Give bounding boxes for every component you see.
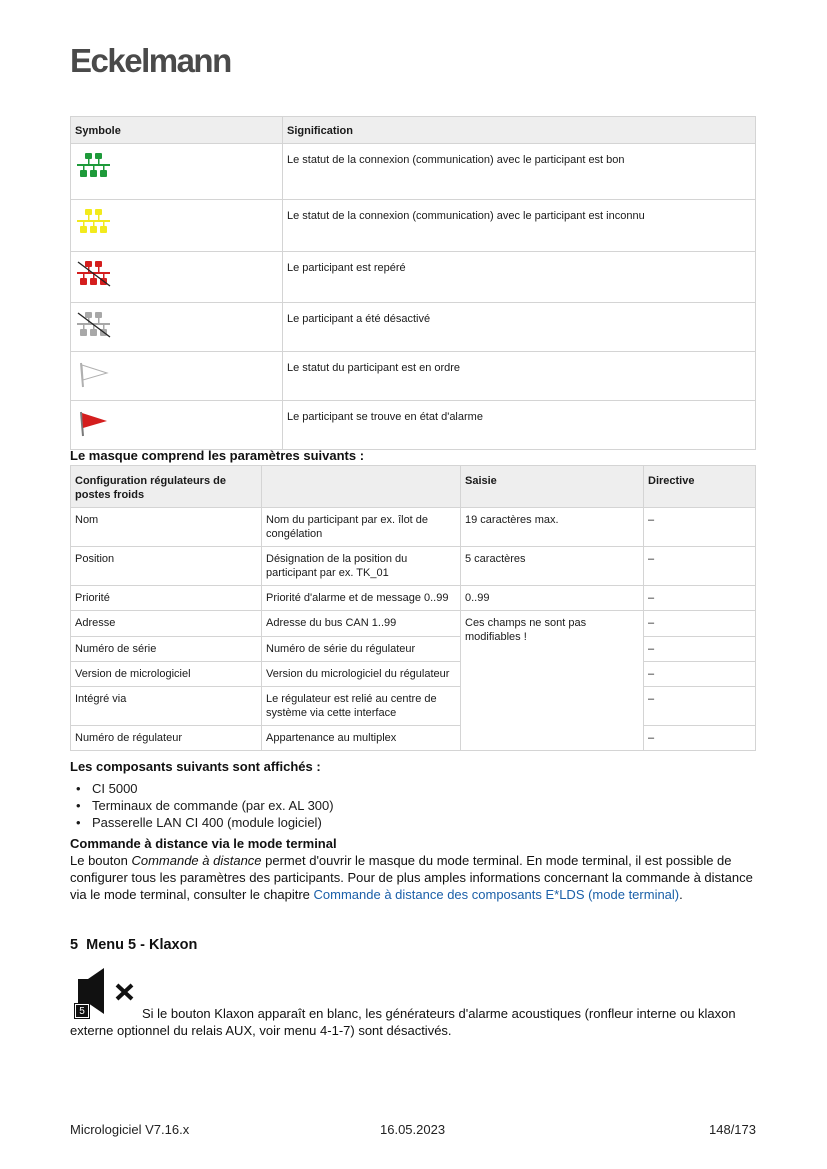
- param-name: Numéro de série: [71, 637, 262, 662]
- signification-text: Le statut de la connexion (communication) avec le participant est bon: [283, 144, 756, 200]
- header-directive: Directive: [644, 466, 756, 508]
- components-list: [76, 780, 334, 831]
- table-row: [71, 200, 756, 252]
- list-item: • CI 5000: [76, 780, 334, 797]
- table-row: [71, 687, 756, 726]
- param-directive: –: [644, 547, 756, 586]
- table-row: [71, 611, 756, 637]
- table-row: [71, 352, 756, 401]
- param-description: Numéro de série du régulateur: [262, 637, 461, 662]
- flag-red-icon: [77, 409, 111, 437]
- param-name: Nom: [71, 508, 262, 547]
- param-input: 5 caractères: [461, 547, 644, 586]
- param-description: Le régulateur est relié au centre de système via cette interface: [262, 687, 461, 726]
- table-header-row: [71, 466, 756, 508]
- network-green-icon: [77, 152, 111, 180]
- param-description: Version du micrologiciel du régulateur: [262, 662, 461, 687]
- symbol-cell: [71, 303, 283, 352]
- flag-white-icon: [77, 360, 111, 388]
- param-name: Priorité: [71, 586, 262, 611]
- param-name: Numéro de régulateur: [71, 726, 262, 751]
- list-item: • Terminaux de commande (par ex. AL 300): [76, 797, 334, 814]
- remote-heading: Commande à distance via le mode terminal: [70, 836, 337, 851]
- param-input: 0..99: [461, 586, 644, 611]
- table-row: [71, 547, 756, 586]
- param-input: 19 caractères max.: [461, 508, 644, 547]
- param-description: Appartenance au multiplex: [262, 726, 461, 751]
- mask-heading: Le masque comprend les paramètres suivants :: [70, 448, 365, 463]
- header-signification: Signification: [283, 117, 756, 144]
- param-directive: –: [644, 611, 756, 637]
- param-directive: –: [644, 637, 756, 662]
- param-input-merged: Ces champs ne sont pas modifiables !: [461, 611, 644, 751]
- param-directive: –: [644, 508, 756, 547]
- table-row: [71, 252, 756, 303]
- table-row: [71, 726, 756, 751]
- param-name: Adresse: [71, 611, 262, 637]
- list-item: • Passerelle LAN CI 400 (module logiciel): [76, 814, 334, 831]
- footer-firmware: Micrologiciel V7.16.x: [70, 1122, 190, 1137]
- header-configuration: Configuration régulateurs de postes froids: [71, 466, 262, 508]
- network-red-crossed-icon: [77, 260, 111, 288]
- param-description: Priorité d'alarme et de message 0..99: [262, 586, 461, 611]
- param-description: Adresse du bus CAN 1..99: [262, 611, 461, 637]
- remote-chapter-link[interactable]: Commande à distance des composants E*LDS (mode terminal): [313, 887, 680, 902]
- param-directive: –: [644, 687, 756, 726]
- table-row: [71, 303, 756, 352]
- components-heading: Les composants suivants sont affichés :: [70, 759, 321, 774]
- menu-number-badge: 5: [75, 1004, 89, 1018]
- symbol-cell: [71, 401, 283, 450]
- table-row: [71, 508, 756, 547]
- table-row: [71, 144, 756, 200]
- table-row: [71, 637, 756, 662]
- param-directive: –: [644, 662, 756, 687]
- network-yellow-icon: [77, 208, 111, 236]
- symbol-cell: [71, 200, 283, 252]
- signification-text: Le participant se trouve en état d'alarme: [283, 401, 756, 450]
- param-directive: –: [644, 586, 756, 611]
- header-symbole: Symbole: [71, 117, 283, 144]
- footer-date: 16.05.2023: [380, 1122, 446, 1137]
- table-row: [71, 586, 756, 611]
- header-saisie: Saisie: [461, 466, 644, 508]
- signification-text: Le participant est repéré: [283, 252, 756, 303]
- table-header-row: [71, 117, 756, 144]
- footer-page-number: 148/173: [709, 1122, 756, 1137]
- signification-text: Le statut de la connexion (communication) avec le participant est inconnu: [283, 200, 756, 252]
- symbol-cell: [71, 144, 283, 200]
- table-row: [71, 401, 756, 450]
- table-row: [71, 662, 756, 687]
- param-description: Nom du participant par ex. îlot de congélation: [262, 508, 461, 547]
- param-name: Version de micrologiciel: [71, 662, 262, 687]
- parameter-table: [70, 465, 756, 751]
- param-name: Position: [71, 547, 262, 586]
- param-directive: –: [644, 726, 756, 751]
- section-5-heading: 5 Menu 5 - Klaxon: [70, 937, 198, 953]
- signification-text: Le participant a été désactivé: [283, 303, 756, 352]
- remote-paragraph: Le bouton Commande à distance permet d'ouvrir le masque du mode terminal. En mode terminal, il est possible de configurer tous les paramètres des participants. Pour de plus amples informations concernant la commande à distance via le mode terminal, consulter le chapitre Commande à distance des composants E*LDS (mode terminal).: [70, 853, 753, 902]
- signification-text: Le statut du participant est en ordre: [283, 352, 756, 401]
- eckelmann-logo: Eckelmann: [70, 42, 231, 79]
- param-description: Désignation de la position du participant par ex. TK_01: [262, 547, 461, 586]
- symbol-table: [70, 116, 756, 450]
- header-empty: [262, 466, 461, 508]
- param-name: Intégré via: [71, 687, 262, 726]
- symbol-cell: [71, 352, 283, 401]
- network-grey-crossed-icon: [77, 311, 111, 339]
- klaxon-paragraph: Si le bouton Klaxon apparaît en blanc, les générateurs d'alarme acoustiques (ronfleur interne ou klaxon externe optionnel du relais AUX, voir menu 4-1-7) sont désactivés.: [70, 1006, 736, 1038]
- symbol-cell: [71, 252, 283, 303]
